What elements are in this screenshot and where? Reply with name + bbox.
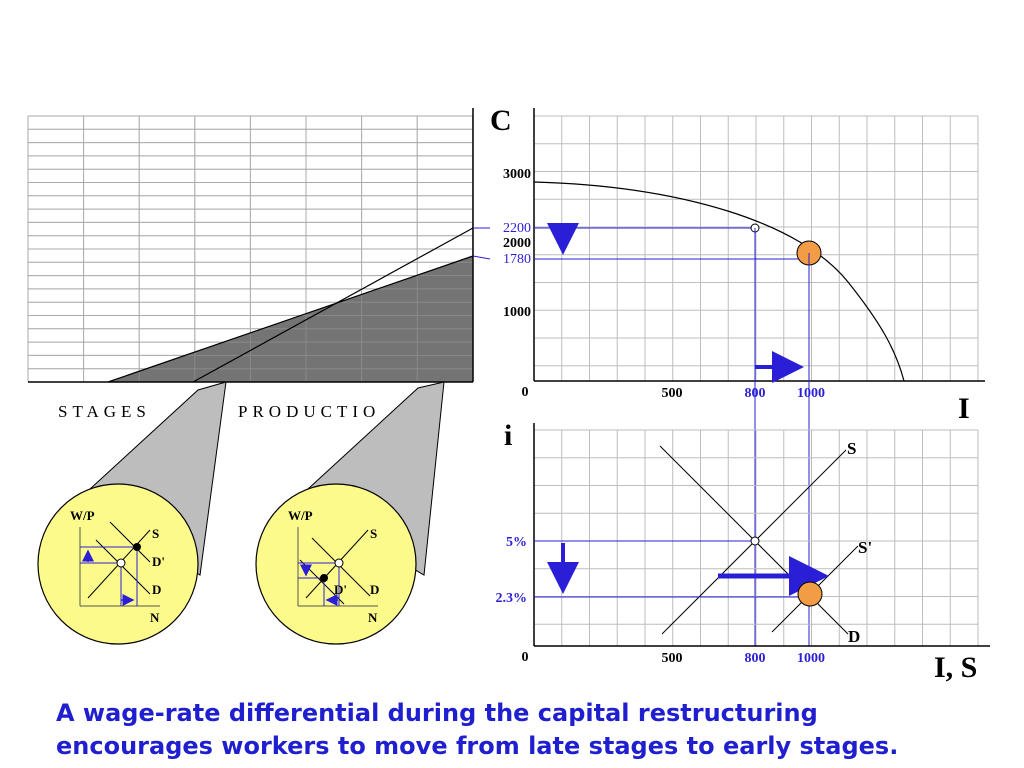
- magnifier-left-new-equilibrium: [133, 543, 141, 551]
- stages-grid-overlay: [28, 116, 473, 382]
- magnifier-left-demand-label: D: [152, 582, 162, 597]
- lf-y-marked-5pct: 5%: [506, 535, 527, 550]
- lf-origin-label: 0: [521, 650, 529, 665]
- magnifier-right-new-demand-label: D': [334, 582, 347, 597]
- ppf-y-marked-1780: 1780: [503, 252, 531, 267]
- caption-line-2: encourages workers to move from late stages to early stages.: [56, 732, 899, 760]
- magnifier-right-supply-label: S: [370, 526, 378, 541]
- lf-new-equilibrium: [798, 582, 822, 606]
- magnifier-right-demand-label: D: [370, 582, 380, 597]
- magnifier-right-new-equilibrium: [320, 574, 328, 582]
- magnifier-right: [256, 484, 416, 644]
- ppf-y-tick-1000: 1000: [503, 305, 531, 320]
- ppf-y-tick-2000: 2000: [503, 236, 531, 251]
- lf-y-marked-2-3pct: 2.3%: [495, 591, 527, 606]
- ppf-x-axis-title: I: [958, 392, 970, 425]
- ppf-origin-label: 0: [521, 385, 529, 400]
- magnifier-left-old-equilibrium: [117, 559, 125, 567]
- magnifier-left: [38, 484, 198, 644]
- caption-line-1: A wage-rate differential during the capital restructuring: [56, 699, 818, 727]
- magnifier-right-old-equilibrium: [335, 559, 343, 567]
- ppf-x-tick-500: 500: [661, 386, 683, 401]
- lf-demand-label: D: [848, 627, 861, 646]
- magnifier-left-x-label: N: [150, 610, 160, 625]
- lf-x-marked-1000: 1000: [797, 651, 825, 666]
- ppf-y-axis-title: C: [490, 104, 512, 137]
- magnifier-left-supply-label: S: [152, 526, 160, 541]
- ppf-grid: [534, 116, 978, 381]
- stages-label-right: PRODUCTIO: [238, 402, 381, 421]
- caption: [56, 697, 996, 763]
- ppf-y-marked-2200: 2200: [503, 221, 531, 236]
- stages-label-left: STAGES: [58, 402, 151, 421]
- magnifier-left-y-label: W/P: [70, 508, 95, 523]
- ppf-x-marked-800: 800: [744, 386, 766, 401]
- magnifier-right-y-label: W/P: [288, 508, 313, 523]
- lf-x-tick-500: 500: [661, 651, 683, 666]
- ppf-y-tick-3000: 3000: [503, 167, 531, 182]
- loanable-funds-panel: [496, 419, 991, 684]
- lf-new-supply-label: S': [858, 538, 873, 557]
- stages-panel: [28, 108, 473, 382]
- lf-y-axis-title: i: [504, 419, 513, 452]
- lf-supply-label: S: [847, 439, 857, 458]
- magnifier-right-x-label: N: [368, 610, 378, 625]
- lf-x-marked-800: 800: [744, 651, 766, 666]
- ppf-panel: [490, 104, 985, 425]
- connector-1780: [473, 256, 490, 259]
- lf-old-equilibrium: [751, 537, 759, 545]
- lf-x-axis-title: I, S: [934, 651, 978, 684]
- ppf-x-marked-1000: 1000: [797, 386, 825, 401]
- magnifier-left-new-demand-label: D': [152, 554, 165, 569]
